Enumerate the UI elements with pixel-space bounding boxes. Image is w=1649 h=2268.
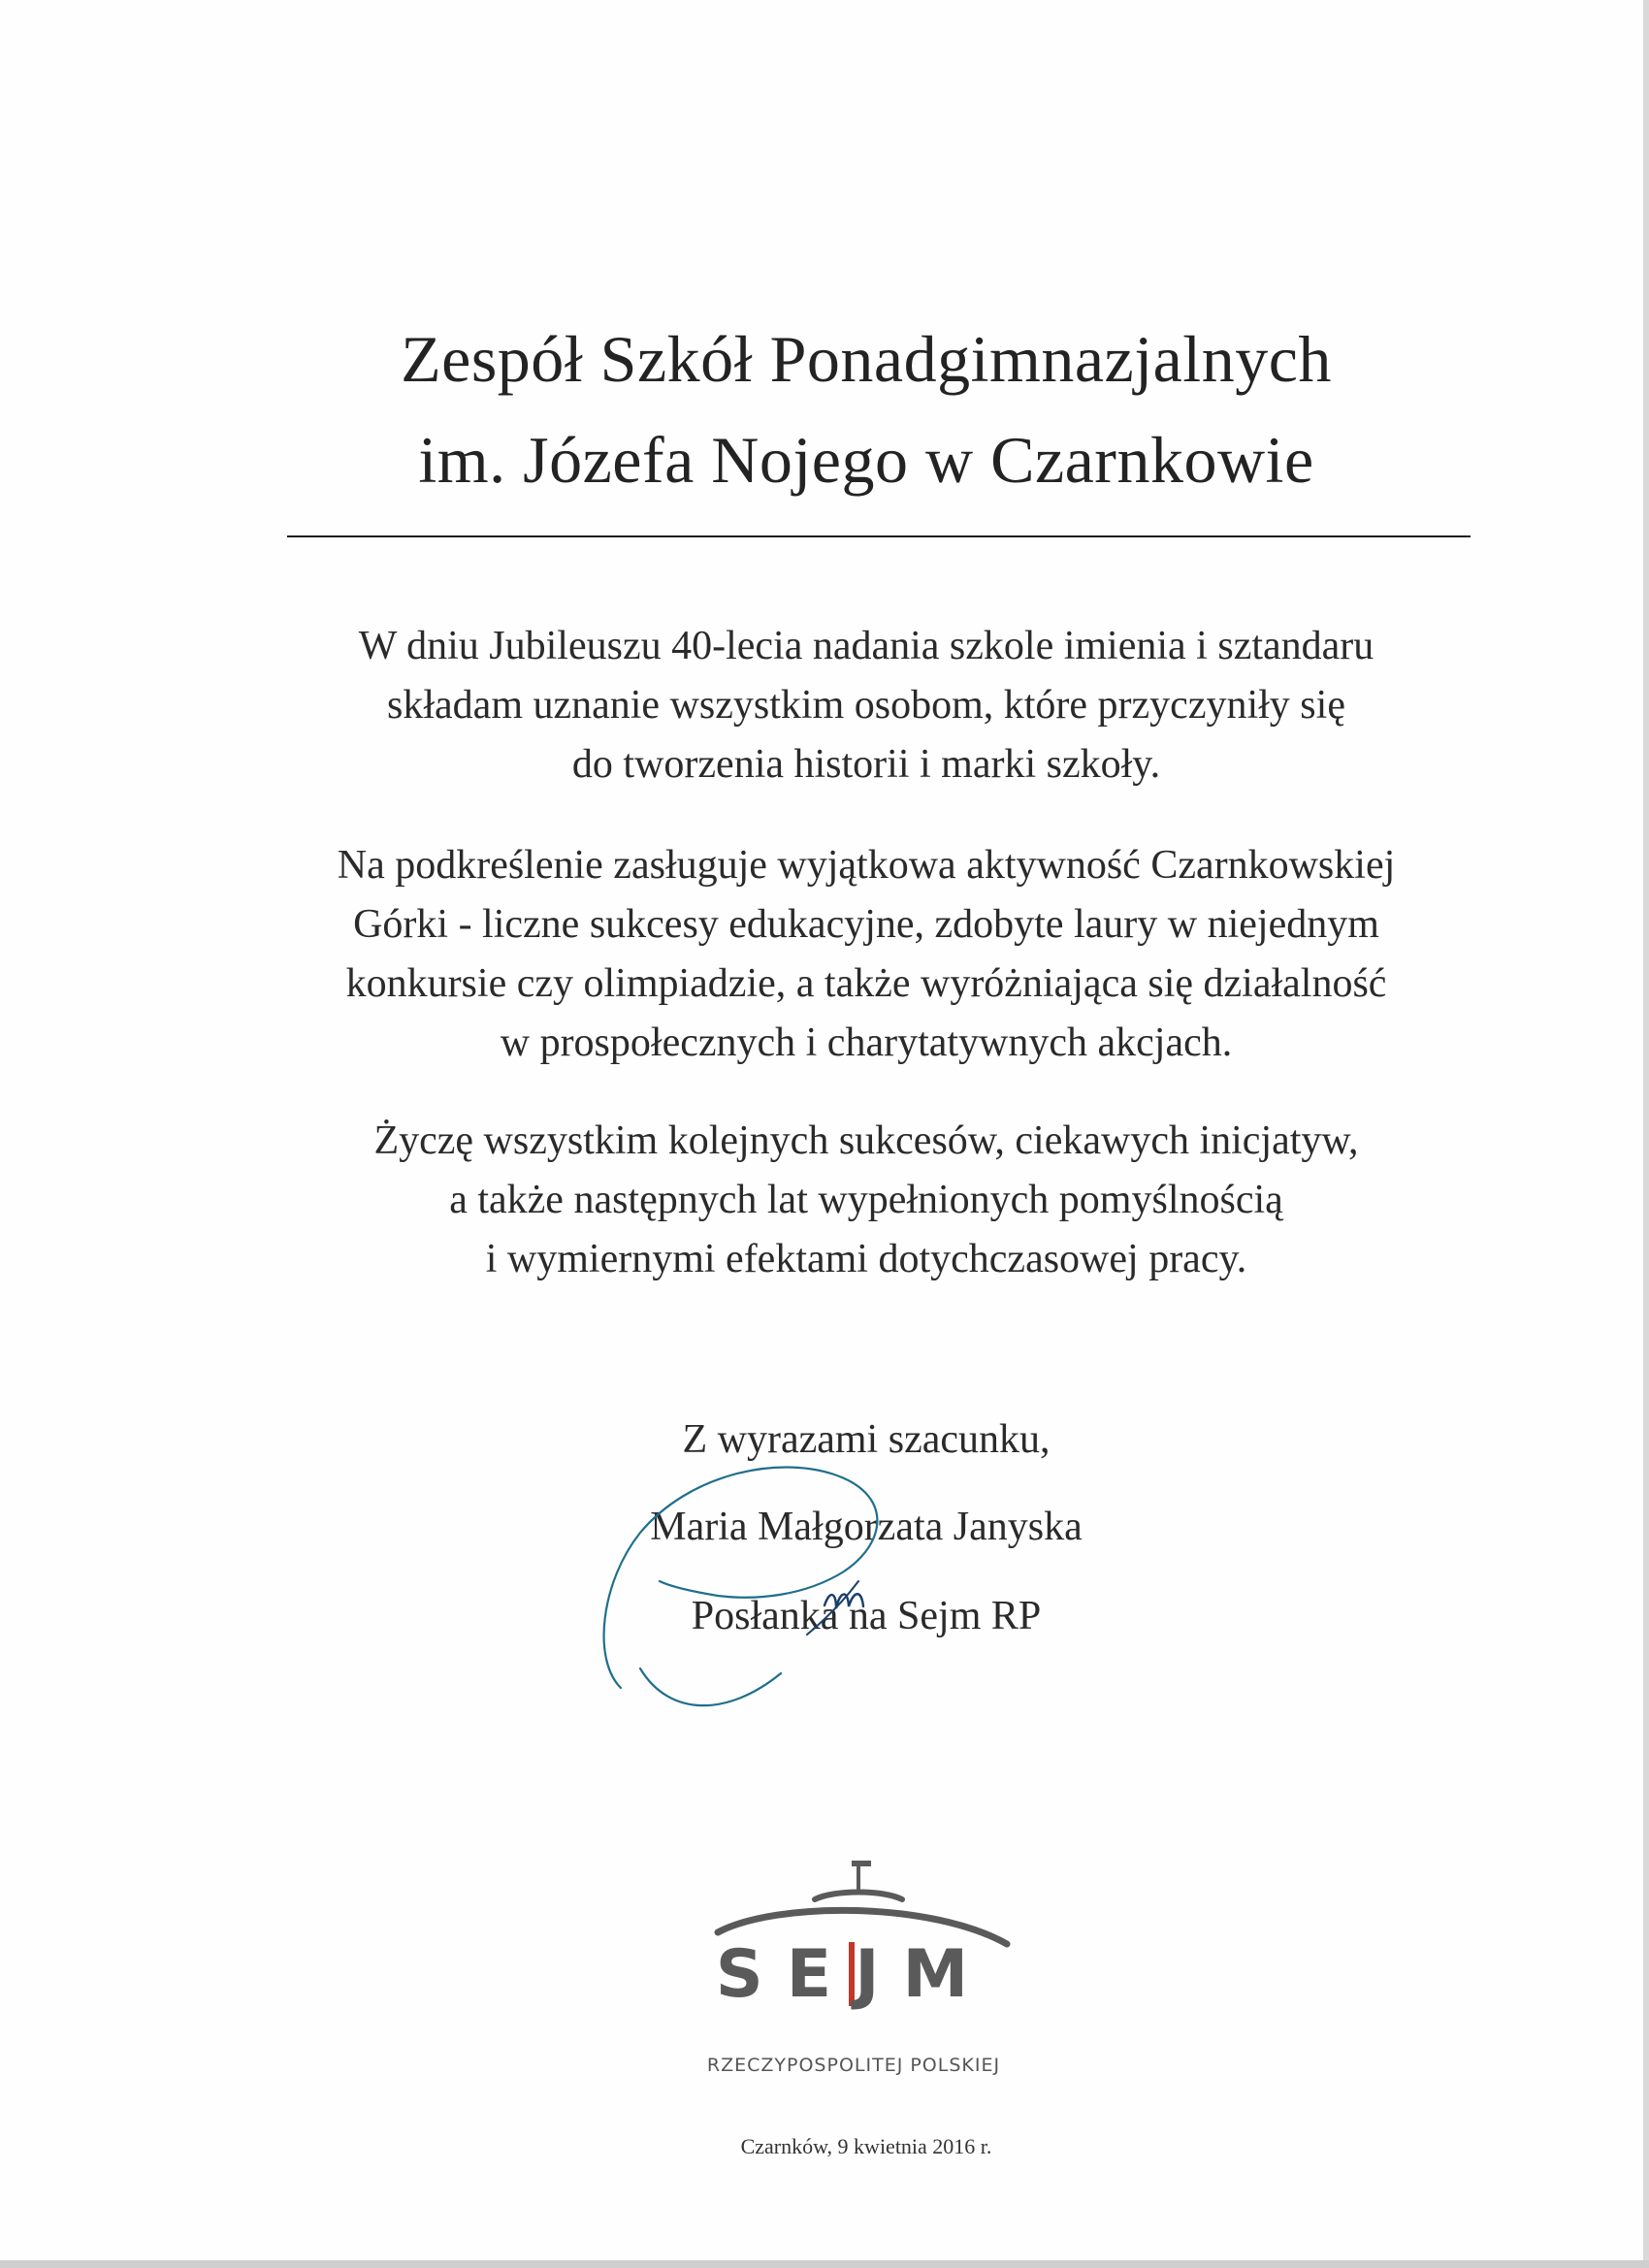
title-divider xyxy=(287,535,1471,537)
letter-title xyxy=(146,308,1587,510)
title-line-1: Zespół Szkół Ponadgimnazjalnych xyxy=(401,322,1332,396)
handwritten-signature xyxy=(582,1436,912,1727)
paragraph-2-line-1: Na podkreślenie zasługuje wyjątkowa aktywność Czarnkowskiej xyxy=(337,843,1396,888)
sejm-subtitle: RZECZYPOSPOLITEJ POLSKIEJ xyxy=(706,2055,1001,2076)
signatory-position: Posłanka na Sejm RP xyxy=(691,1594,1042,1638)
signature-initials xyxy=(824,1594,863,1608)
paragraph-3-line-2: a także następnych lat wypełnionych pomyślnością xyxy=(449,1178,1283,1222)
paragraph-3 xyxy=(146,1112,1587,1289)
signature-loop xyxy=(604,1468,878,1706)
sejm-wordmark: SEJM xyxy=(715,1936,992,2013)
paragraph-1-line-1: W dniu Jubileuszu 40-lecia nadania szkole imienia i sztandaru xyxy=(358,624,1374,668)
paragraph-2 xyxy=(146,836,1587,1073)
paragraph-3-line-1: Życzę wszystkim kolejnych sukcesów, ciekawych inicjatyw, xyxy=(373,1118,1359,1163)
title-line-2: im. Józefa Nojego w Czarnkowie xyxy=(418,423,1314,497)
paragraph-1 xyxy=(146,617,1587,794)
page-edge-bottom xyxy=(0,2260,1649,2268)
paragraph-1-line-3: do tworzenia historii i marki szkoły. xyxy=(571,742,1161,787)
closing-salutation: Z wyrazami szacunku, xyxy=(682,1417,1051,1462)
paragraph-2-line-4: w prospołecznych i charytatywnych akcjach. xyxy=(500,1021,1233,1065)
dome-arc-upper xyxy=(815,1893,902,1900)
letter-date: Czarnków, 9 kwietnia 2016 r. xyxy=(740,2134,992,2158)
paragraph-1-line-2: składam uznanie wszystkim osobom, które przyczyniły się xyxy=(387,683,1345,728)
paragraph-2-line-2: Górki - liczne sukcesy edukacyjne, zdobyte laury w niejednym xyxy=(353,902,1379,947)
flag-icon xyxy=(852,1861,871,1866)
paragraph-2-line-3: konkursie czy olimpiadzie, a także wyróżniająca się działalność xyxy=(345,961,1387,1006)
signature-stroke xyxy=(807,1581,858,1635)
signatory-name: Maria Małgorzata Janyska xyxy=(650,1505,1083,1549)
page-edge-right xyxy=(1643,0,1649,2268)
paragraph-3-line-3: i wymiernymi efektami dotychczasowej pracy. xyxy=(485,1237,1247,1281)
